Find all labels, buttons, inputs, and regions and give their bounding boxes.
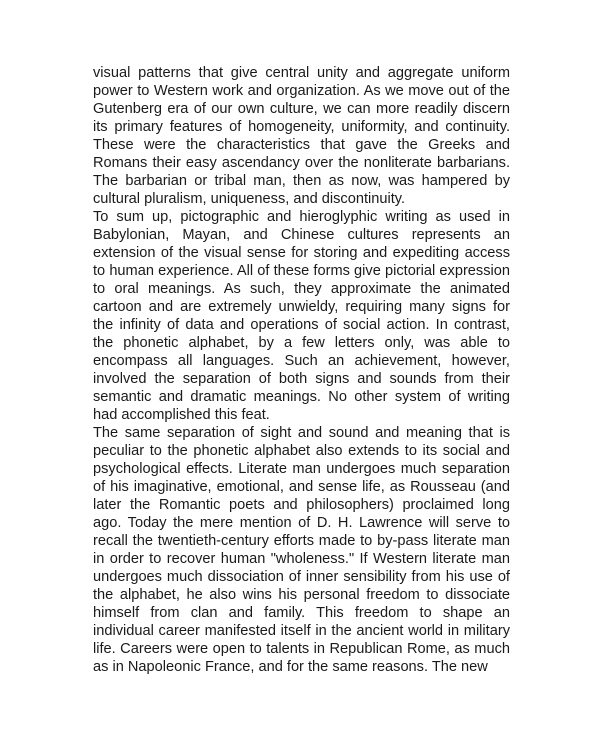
paragraph-2: To sum up, pictographic and hieroglyphic writing as used in Babylonian, Mayan, and Chinese cultures represents an extension of the visual sense for storing and expediting access to human experience. All of these forms give pictorial expression to oral meanings. As such, they approximate the animated cartoon and are extremely unwieldy, requiring many signs for the infinity of data and operations of social action. In contrast, the phonetic alphabet, by a few letters only, was able to encompass all languages. Such an achievement, however, involved the separation of both signs and sounds from their semantic and dramatic meanings. No other system of writing had accomplished this feat. [93,209,510,423]
paragraph-3: The same separation of sight and sound and meaning that is peculiar to the phonetic alphabet also extends to its social and psychological effects. Literate man undergoes much separation of his imaginative, emotional, and sense life, as Rousseau (and later the Romantic poets and philosophers) proclaimed long ago. Today the mere mention of D. H. Lawrence will serve to recall the twentieth-century efforts made to by-pass literate man in order to recover human "wholeness." If Western literate man undergoes much dissociation of inner sensibility from his use of the alphabet, he also wins his personal freedom to dissociate himself from clan and family. This freedom to shape an individual career manifested itself in the ancient world in military life. Careers were open to talents in Republican Rome, as much as in Napoleonic France, and for the same reasons. The new [93,425,510,675]
body-text [93,64,510,676]
paragraph-1: visual patterns that give central unity and aggregate uniform power to Western work and organization. As we move out of the Gutenberg era of our own culture, we can more readily discern its primary features of homogeneity, uniformity, and continuity. These were the characteristics that gave the Greeks and Romans their easy ascendancy over the nonliterate barbarians. The barbarian or tribal man, then as now, was hampered by cultural pluralism, uniqueness, and discontinuity. [93,65,510,207]
